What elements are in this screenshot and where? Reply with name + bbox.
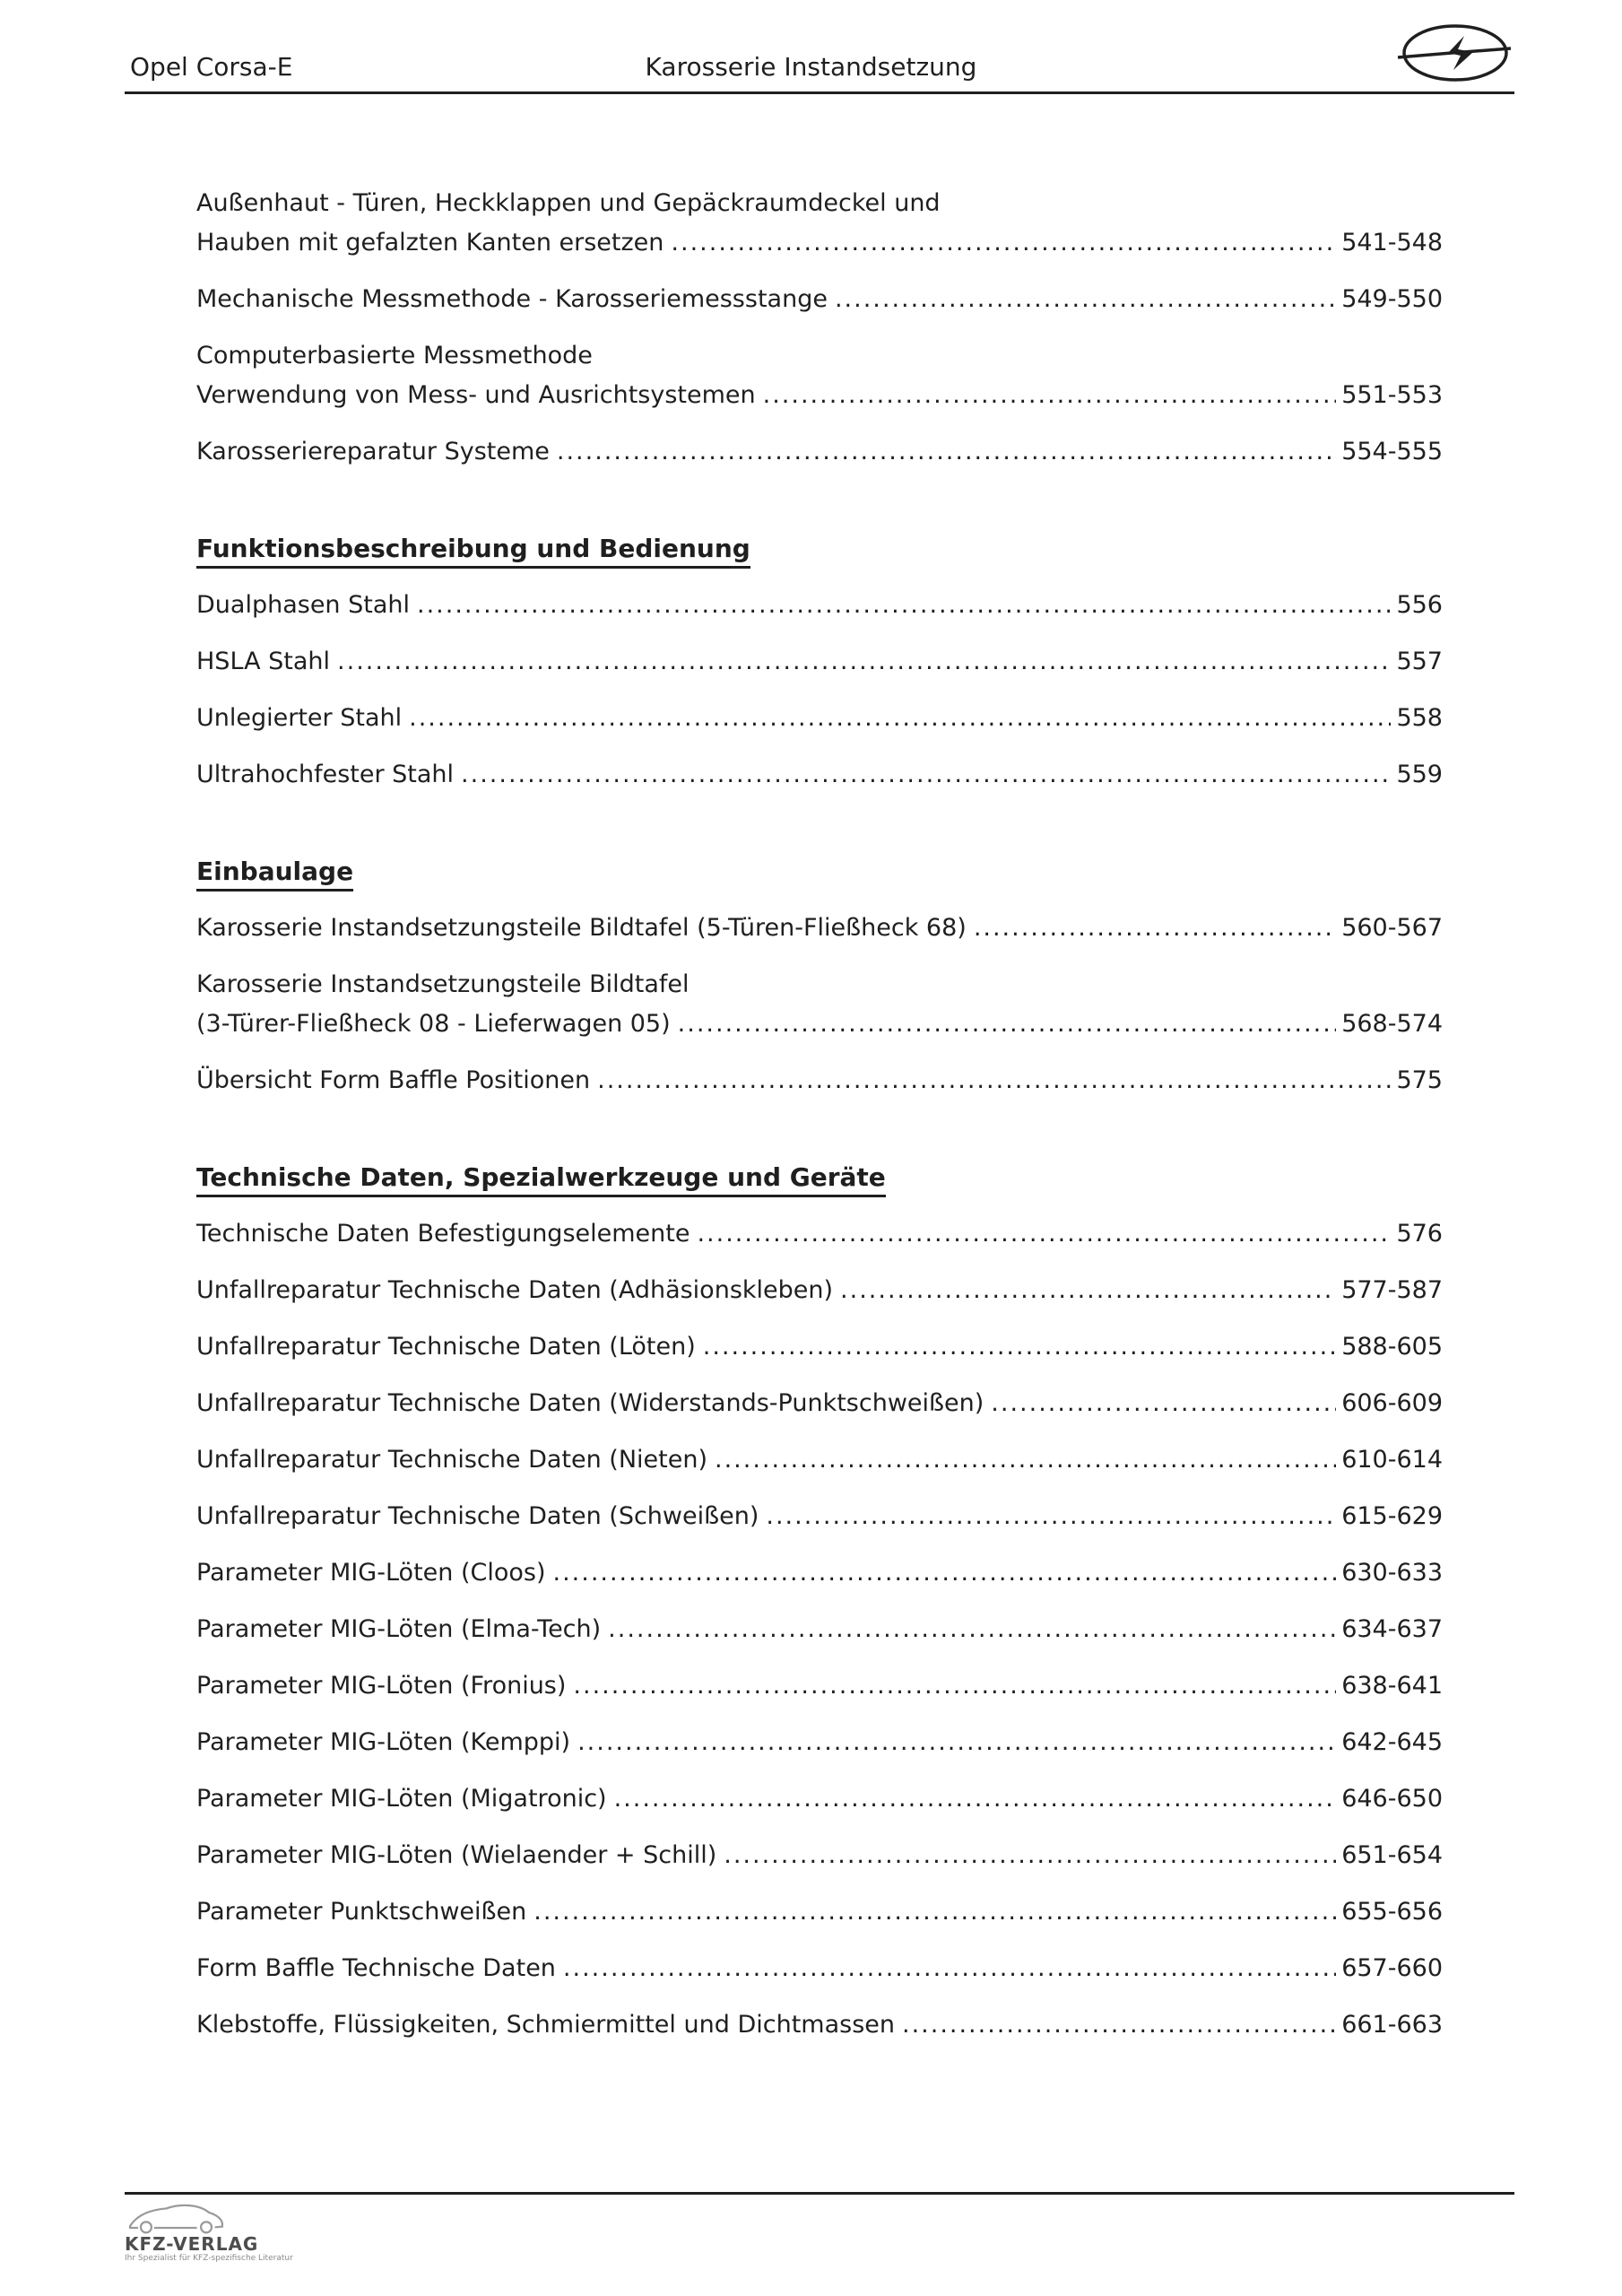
dot-leader	[724, 1836, 1336, 1875]
toc-entry-pages: 642-645	[1341, 1728, 1443, 1756]
toc-entry-title: Verwendung von Mess- und Ausrichtsystemen	[196, 381, 756, 409]
toc-entry-pages: 554-555	[1341, 438, 1443, 465]
toc-entry	[196, 1214, 1443, 1254]
toc-entry-title: Unfallreparatur Technische Daten (Löten)	[196, 1333, 696, 1361]
toc-entry-title: Mechanische Messmethode - Karosseriemessstange	[196, 285, 828, 313]
dot-leader	[766, 1497, 1336, 1536]
toc-entry-title: Parameter MIG-Löten (Fronius)	[196, 1672, 567, 1700]
toc-entry-pages: 568-574	[1341, 1010, 1443, 1038]
toc-entry	[196, 1440, 1443, 1480]
toc-entry	[196, 1779, 1443, 1819]
section-heading: Funktionsbeschreibung und Bedienung	[196, 529, 1443, 569]
toc-entry	[196, 1949, 1443, 1988]
toc-entry-title: Unfallreparatur Technische Daten (Nieten)	[196, 1446, 707, 1474]
toc-entry-pages: 557	[1396, 648, 1443, 675]
toc-entry	[196, 1836, 1443, 1875]
toc-entry-pages: 638-641	[1341, 1672, 1443, 1700]
toc-entry-title: Parameter MIG-Löten (Cloos)	[196, 1559, 546, 1587]
dot-leader	[991, 1384, 1336, 1423]
toc-entry	[196, 432, 1443, 472]
dot-leader	[902, 2005, 1336, 2045]
footer-brand-text: KFZ-VERLAG	[125, 2233, 259, 2255]
toc-entry-pages: 610-614	[1341, 1446, 1443, 1474]
toc-entry-pages: 630-633	[1341, 1559, 1443, 1587]
dot-leader	[557, 432, 1336, 472]
dot-leader	[337, 642, 1391, 682]
dot-leader	[614, 1779, 1337, 1819]
toc-entry-pages: 558	[1396, 704, 1443, 732]
toc-entry-pages: 646-650	[1341, 1785, 1443, 1813]
toc-entry-title: Technische Daten Befestigungselemente	[196, 1220, 690, 1248]
table-of-contents	[196, 184, 1443, 2062]
toc-entry-title: Parameter MIG-Löten (Wielaender + Schill)	[196, 1841, 717, 1869]
dot-leader	[597, 1061, 1391, 1100]
dot-leader	[409, 699, 1391, 738]
header-divider	[125, 91, 1514, 94]
dot-leader	[671, 223, 1336, 263]
toc-entry	[196, 1497, 1443, 1536]
toc-entry-title: Klebstoffe, Flüssigkeiten, Schmiermittel und Dichtmassen	[196, 2011, 895, 2039]
toc-entry-title: Karosserie Instandsetzungsteile Bildtafel (5-Türen-Fließheck 68)	[196, 914, 967, 942]
toc-entry-pages: 615-629	[1341, 1502, 1443, 1530]
toc-entry-pages: 588-605	[1341, 1333, 1443, 1361]
toc-entry-title: Computerbasierte Messmethode	[196, 342, 593, 370]
toc-entry-title: Parameter MIG-Löten (Kemppi)	[196, 1728, 571, 1756]
section-heading: Einbaulage	[196, 852, 1443, 891]
toc-entry	[196, 642, 1443, 682]
footer-divider	[125, 2192, 1514, 2195]
toc-entry-pages: 657-660	[1341, 1954, 1443, 1982]
footer-tagline-text: Ihr Spezialist für KFZ-spezifische Literatur	[125, 2254, 293, 2263]
header-model-title: Opel Corsa-E	[130, 52, 293, 82]
dot-leader	[552, 1553, 1336, 1593]
section-heading: Technische Daten, Spezialwerkzeuge und Geräte	[196, 1158, 1443, 1197]
toc-entry	[196, 1892, 1443, 1932]
toc-entry-pages: 559	[1396, 761, 1443, 788]
toc-entry-pages: 661-663	[1341, 2011, 1443, 2039]
dot-leader	[563, 1949, 1336, 1988]
toc-entry-title: Parameter Punktschweißen	[196, 1898, 527, 1926]
toc-entry-title: Unlegierter Stahl	[196, 704, 403, 732]
toc-entry-title: HSLA Stahl	[196, 648, 331, 675]
toc-entry-pages: 634-637	[1341, 1615, 1443, 1643]
toc-entry-pages: 655-656	[1341, 1898, 1443, 1926]
toc-entry	[196, 699, 1443, 738]
toc-entry-pages: 549-550	[1341, 285, 1443, 313]
toc-entry-pages: 576	[1396, 1220, 1443, 1248]
toc-entry-title: Karosserie Instandsetzungsteile Bildtafel	[196, 970, 690, 998]
toc-entry	[196, 1271, 1443, 1310]
toc-entry	[196, 1061, 1443, 1100]
toc-entry-pages: 575	[1396, 1066, 1443, 1094]
dot-leader	[697, 1214, 1391, 1254]
toc-entry	[196, 1384, 1443, 1423]
toc-entry-pages: 606-609	[1341, 1389, 1443, 1417]
dot-leader	[840, 1271, 1336, 1310]
toc-entry-title: Außenhaut - Türen, Heckklappen und Gepäckraumdeckel und	[196, 189, 941, 217]
toc-entry-title: Unfallreparatur Technische Daten (Schweißen)	[196, 1502, 759, 1530]
dot-leader	[703, 1327, 1336, 1367]
toc-entry-pages: 651-654	[1341, 1841, 1443, 1869]
toc-entry	[196, 336, 1443, 415]
toc-entry-title: (3-Türer-Fließheck 08 - Lieferwagen 05)	[196, 1010, 671, 1038]
dot-leader	[974, 909, 1336, 948]
car-silhouette-icon	[125, 2199, 358, 2236]
toc-entry-title: Unfallreparatur Technische Daten (Widerstands-Punktschweißen)	[196, 1389, 984, 1417]
toc-entry-title: Parameter MIG-Löten (Elma-Tech)	[196, 1615, 602, 1643]
toc-entry	[196, 1610, 1443, 1649]
toc-entry-title: Karosseriereparatur Systeme	[196, 438, 550, 465]
dot-leader	[678, 1004, 1337, 1044]
toc-entry-pages: 541-548	[1341, 229, 1443, 257]
toc-entry	[196, 909, 1443, 948]
dot-leader	[573, 1666, 1336, 1706]
dot-leader	[608, 1610, 1336, 1649]
toc-entry	[196, 965, 1443, 1044]
toc-entry-title: Parameter MIG-Löten (Migatronic)	[196, 1785, 607, 1813]
toc-entry-pages: 577-587	[1341, 1276, 1443, 1304]
toc-entry-title: Hauben mit gefalzten Kanten ersetzen	[196, 229, 664, 257]
toc-entry	[196, 280, 1443, 319]
toc-entry	[196, 184, 1443, 263]
dot-leader	[461, 755, 1391, 795]
toc-entry-pages: 560-567	[1341, 914, 1443, 942]
header-section-title: Karosserie Instandsetzung	[645, 52, 977, 82]
kfz-verlag-logo	[125, 2199, 358, 2264]
dot-leader	[577, 1723, 1336, 1762]
dot-leader	[533, 1892, 1336, 1932]
dot-leader	[715, 1440, 1336, 1480]
toc-entry-title: Übersicht Form Baffle Positionen	[196, 1066, 591, 1094]
toc-entry	[196, 1553, 1443, 1593]
toc-entry-pages: 551-553	[1341, 381, 1443, 409]
toc-entry	[196, 1327, 1443, 1367]
dot-leader	[417, 586, 1391, 625]
toc-entry-pages: 556	[1396, 591, 1443, 619]
toc-entry-title: Unfallreparatur Technische Daten (Adhäsionskleben)	[196, 1276, 834, 1304]
toc-entry	[196, 586, 1443, 625]
opel-logo-icon	[1396, 20, 1513, 84]
toc-entry	[196, 2005, 1443, 2045]
toc-entry	[196, 1666, 1443, 1706]
toc-entry-title: Ultrahochfester Stahl	[196, 761, 455, 788]
toc-entry	[196, 755, 1443, 795]
dot-leader	[835, 280, 1336, 319]
toc-entry-title: Dualphasen Stahl	[196, 591, 411, 619]
dot-leader	[763, 376, 1337, 415]
toc-entry	[196, 1723, 1443, 1762]
toc-entry-title: Form Baffle Technische Daten	[196, 1954, 556, 1982]
